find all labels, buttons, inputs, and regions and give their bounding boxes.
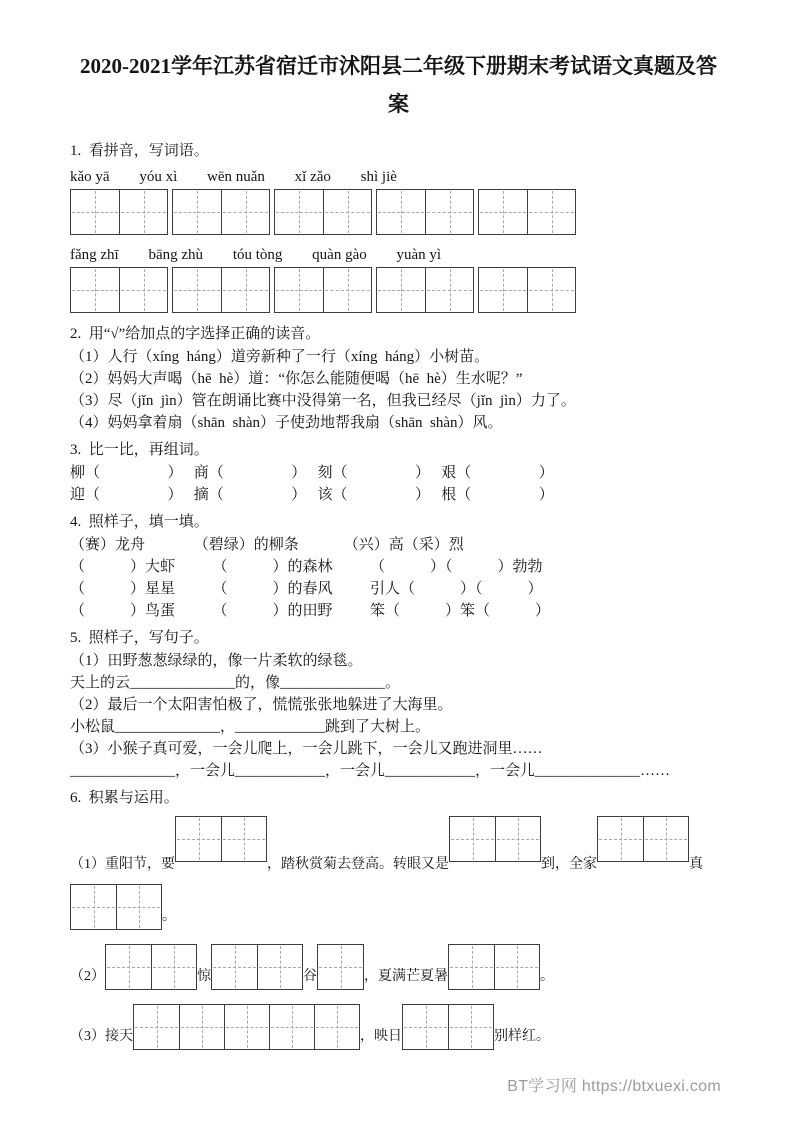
writing-grid-cell[interactable] [479, 268, 527, 312]
writing-grid-cell[interactable] [119, 268, 167, 312]
q5-line-4: 小松鼠______________，____________跳到了大树上。 [70, 718, 431, 735]
question-text: （2） [70, 968, 105, 984]
writing-grid-group [172, 267, 270, 313]
writing-grid-group [70, 189, 168, 235]
writing-grid-cell[interactable] [221, 268, 269, 312]
pinyin-word: tóu tòng [232, 246, 283, 263]
q1-grid-row-2 [70, 267, 727, 313]
writing-grid-cell[interactable] [598, 817, 643, 861]
writing-grid-group [449, 816, 541, 862]
question-text: ，映日 [360, 1028, 402, 1044]
q2-header: 2. 用“√”给加点的字选择正确的读音。 [70, 325, 321, 342]
writing-grid-cell[interactable] [173, 268, 221, 312]
writing-grid-cell[interactable] [318, 945, 363, 989]
pinyin-word: yóu xì [139, 168, 178, 185]
writing-grid-cell[interactable] [449, 945, 494, 989]
writing-grid-group [317, 944, 364, 990]
q4-row-3: （ ）星星 （ ）的春风 引人（ ）（ ） [70, 580, 543, 597]
writing-grid-cell[interactable] [71, 885, 116, 929]
writing-grid-group [478, 267, 576, 313]
writing-grid-group [172, 189, 270, 235]
q4-row-2: （ ）大虾 （ ）的森林 （ ）（ ）勃勃 [70, 558, 543, 575]
question-5 [70, 627, 727, 782]
site-watermark: BT学习网 https://btxuexi.com [507, 1078, 721, 1095]
writing-grid-cell[interactable] [151, 945, 196, 989]
question-text: 。 [540, 968, 554, 984]
writing-grid-group [70, 884, 162, 930]
q3-header: 3. 比一比，再组词。 [70, 441, 209, 458]
writing-grid-cell[interactable] [323, 190, 371, 234]
q6-line-1a [70, 816, 727, 878]
writing-grid-cell[interactable] [221, 190, 269, 234]
writing-grid-cell[interactable] [269, 1005, 314, 1049]
writing-grid-cell[interactable] [448, 1005, 493, 1049]
q5-line-1: （1）田野葱葱绿绿的，像一片柔软的绿毯。 [70, 652, 363, 669]
writing-grid-cell[interactable] [275, 190, 323, 234]
writing-grid-group [105, 944, 197, 990]
question-text: （3）接天 [70, 1028, 133, 1044]
pinyin-word: quàn gào [312, 246, 367, 263]
writing-grid-cell[interactable] [643, 817, 688, 861]
writing-grid-cell[interactable] [494, 945, 539, 989]
question-1 [70, 140, 727, 313]
question-text: ，踏秋赏菊去登高。转眼又是 [267, 856, 449, 872]
writing-grid-cell[interactable] [377, 190, 425, 234]
writing-grid-group [376, 267, 474, 313]
question-text: ，夏满芒夏暑 [364, 968, 448, 984]
writing-grid-group [478, 189, 576, 235]
writing-grid-cell[interactable] [257, 945, 302, 989]
question-3 [70, 439, 727, 506]
q2-item-2: （2）妈妈大声喝（hē hè）道：“你怎么能随便喝（hē hè）生水呢？” [70, 370, 523, 387]
writing-grid-group [448, 944, 540, 990]
writing-grid-cell[interactable] [176, 817, 221, 861]
pinyin-word: kǎo yā [70, 168, 110, 185]
writing-grid-cell[interactable] [495, 817, 540, 861]
writing-grid-cell[interactable] [425, 268, 473, 312]
writing-grid-cell[interactable] [71, 268, 119, 312]
q6-header: 6. 积累与运用。 [70, 789, 179, 806]
writing-grid-group [402, 1004, 494, 1050]
q5-line-5: （3）小猴子真可爱，一会儿爬上，一会儿跳下，一会儿又跑进洞里…… [70, 740, 543, 757]
writing-grid-cell[interactable] [221, 817, 266, 861]
writing-grid-group [274, 267, 372, 313]
pinyin-word: wēn nuǎn [207, 168, 265, 185]
q4-row-1: （赛）龙舟 （碧绿）的柳条 （兴）高（采）烈 [70, 536, 464, 553]
q4-row-4: （ ）鸟蛋 （ ）的田野 笨（ ）笨（ ） [70, 602, 551, 619]
writing-grid-cell[interactable] [275, 268, 323, 312]
writing-grid-group [175, 816, 267, 862]
q3-row-2: 迎（ ） 摘（ ） 该（ ） 根（ ） [70, 486, 554, 503]
writing-grid-cell[interactable] [527, 268, 575, 312]
writing-grid-cell[interactable] [212, 945, 257, 989]
writing-grid-cell[interactable] [134, 1005, 179, 1049]
writing-grid-cell[interactable] [425, 190, 473, 234]
question-text: 惊 [197, 968, 211, 984]
writing-grid-cell[interactable] [71, 190, 119, 234]
q2-item-1: （1）人行（xíng háng）道旁新种了一行（xíng háng）小树苗。 [70, 348, 490, 365]
writing-grid-group [376, 189, 474, 235]
writing-grid-cell[interactable] [403, 1005, 448, 1049]
q3-row-1: 柳（ ） 商（ ） 刻（ ） 艰（ ） [70, 464, 554, 481]
writing-grid-group [597, 816, 689, 862]
question-6 [70, 787, 727, 1050]
writing-grid-group [211, 944, 303, 990]
writing-grid-cell[interactable] [106, 945, 151, 989]
writing-grid-group [70, 267, 168, 313]
question-text: 别样红。 [494, 1028, 550, 1044]
q1-grid-row-1 [70, 189, 727, 235]
writing-grid-cell[interactable] [224, 1005, 269, 1049]
q4-header: 4. 照样子，填一填。 [70, 513, 209, 530]
writing-grid-cell[interactable] [323, 268, 371, 312]
pinyin-word: shì jiè [360, 168, 397, 185]
question-text: 到，全家 [541, 856, 597, 872]
writing-grid-cell[interactable] [450, 817, 495, 861]
writing-grid-cell[interactable] [116, 885, 161, 929]
pinyin-word: bāng zhù [148, 246, 204, 263]
question-text: 。 [162, 908, 176, 924]
q6-line-1b [70, 884, 727, 930]
q2-item-4: （4）妈妈拿着扇（shān shàn）子使劲地帮我扇（shān shàn）风。 [70, 414, 503, 431]
q5-line-3: （2）最后一个太阳害怕极了，慌慌张张地躲进了大海里。 [70, 696, 453, 713]
pinyin-word: fǎng zhī [70, 246, 119, 263]
writing-grid-cell[interactable] [479, 190, 527, 234]
question-text: 真 [689, 856, 703, 872]
writing-grid-cell[interactable] [314, 1005, 359, 1049]
question-2 [70, 323, 727, 434]
writing-grid-cell[interactable] [527, 190, 575, 234]
q5-line-6: ______________，一会儿____________，一会儿____________，一会儿______________…… [70, 762, 671, 779]
q1-header: 1. 看拼音，写词语。 [70, 142, 209, 159]
question-4 [70, 511, 727, 622]
pinyin-word: xǐ zǎo [294, 168, 331, 185]
q1-pinyin-row-2 [70, 245, 727, 265]
q6-line-3 [70, 1004, 727, 1050]
writing-grid-cell[interactable] [179, 1005, 224, 1049]
pinyin-word: yuàn yì [396, 246, 442, 263]
q6-line-2 [70, 944, 727, 990]
writing-grid-cell[interactable] [377, 268, 425, 312]
question-text: 谷 [303, 968, 317, 984]
writing-grid-group [133, 1004, 360, 1050]
writing-grid-cell[interactable] [173, 190, 221, 234]
q2-item-3: （3）尽（jǐn jìn）管在朗诵比赛中没得第一名，但我已经尽（jǐn jìn）力了。 [70, 392, 576, 409]
q5-header: 5. 照样子，写句子。 [70, 629, 209, 646]
q5-line-2: 天上的云______________的，像______________。 [70, 674, 401, 691]
document-title: 2020-2021学年江苏省宿迁市沭阳县二年级下册期末考试语文真题及答案 [80, 54, 717, 116]
q1-pinyin-row-1 [70, 167, 727, 187]
question-text: （1）重阳节，要 [70, 856, 175, 872]
writing-grid-group [274, 189, 372, 235]
writing-grid-cell[interactable] [119, 190, 167, 234]
